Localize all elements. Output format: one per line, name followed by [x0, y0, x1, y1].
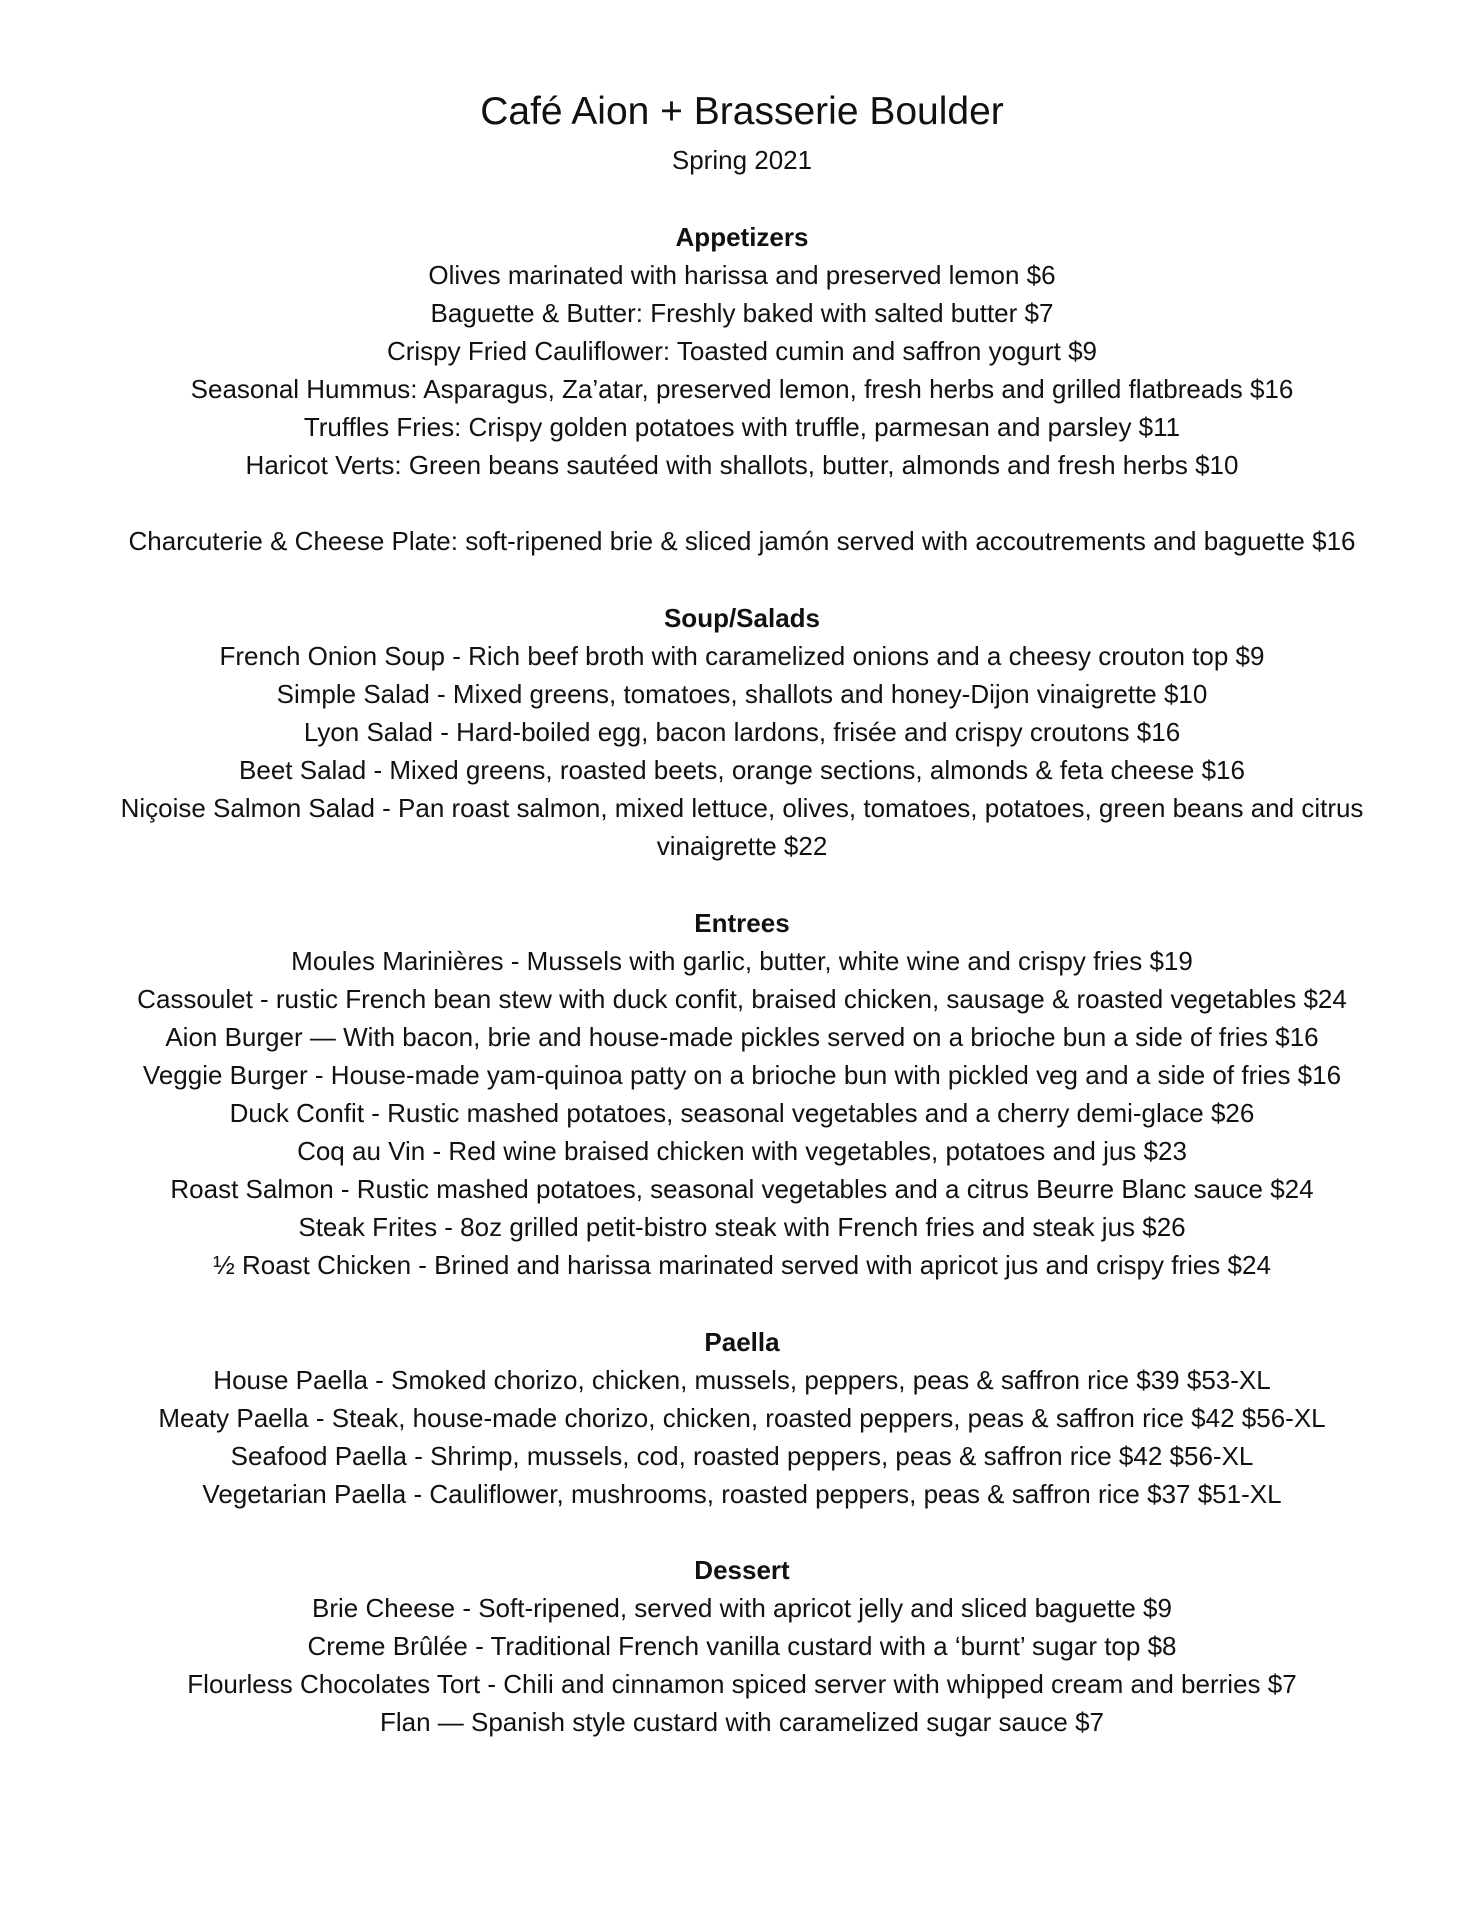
menu-item: Niçoise Salmon Salad - Pan roast salmon, mixed lettuce, olives, tomatoes, potatoes, green beans and citrus vinaigrette $22: [120, 793, 1364, 861]
menu-item: Flan — Spanish style custard with caramelized sugar sauce $7: [379, 1707, 1104, 1737]
menu-item: Brie Cheese - Soft-ripened, served with apricot jelly and sliced baguette $9: [312, 1593, 1172, 1623]
menu-item: French Onion Soup - Rich beef broth with caramelized onions and a cheesy crouton top $9: [219, 641, 1265, 671]
menu-item: Roast Salmon - Rustic mashed potatoes, seasonal vegetables and a citrus Beurre Blanc sauce $24: [170, 1174, 1314, 1204]
menu-item: Coq au Vin - Red wine braised chicken with vegetables, potatoes and jus $23: [297, 1136, 1187, 1166]
paella-heading: Paella: [704, 1327, 780, 1357]
appetizers-section: [70, 218, 1414, 560]
menu-item: Duck Confit - Rustic mashed potatoes, seasonal vegetables and a cherry demi-glace $26: [229, 1098, 1255, 1128]
soups-salads-heading: Soup/Salads: [663, 603, 821, 633]
soups-salads-section: [70, 599, 1414, 865]
entrees-heading: Entrees: [694, 908, 790, 938]
menu-item: Haricot Verts: Green beans sautéed with shallots, butter, almonds and fresh herbs $10: [245, 450, 1239, 480]
menu-item: Cassoulet - rustic French bean stew with duck confit, braised chicken, sausage & roasted vegetables $24: [137, 984, 1347, 1014]
menu-item: Seasonal Hummus: Asparagus, Za’atar, preserved lemon, fresh herbs and grilled flatbreads $16: [190, 374, 1294, 404]
menu-item: Lyon Salad - Hard-boiled egg, bacon lardons, frisée and crispy croutons $16: [303, 717, 1181, 747]
menu-item: Beet Salad - Mixed greens, roasted beets, orange sections, almonds & feta cheese $16: [239, 755, 1245, 785]
appetizers-heading: Appetizers: [675, 222, 809, 252]
menu-item: Simple Salad - Mixed greens, tomatoes, shallots and honey-Dijon vinaigrette $10: [276, 679, 1208, 709]
menu-item: Truffles Fries: Crispy golden potatoes with truffle, parmesan and parsley $11: [303, 412, 1181, 442]
menu-item: Moules Marinières - Mussels with garlic, butter, white wine and crispy fries $19: [291, 946, 1193, 976]
menu-item: Vegetarian Paella - Cauliflower, mushrooms, roasted peppers, peas & saffron rice $37 $51-XL: [202, 1479, 1282, 1509]
charcuterie-item: Charcuterie & Cheese Plate: soft-ripened brie & sliced jamón served with accoutrements and baguette $16: [128, 526, 1356, 556]
menu-item: Seafood Paella - Shrimp, mussels, cod, roasted peppers, peas & saffron rice $42 $56-XL: [230, 1441, 1254, 1471]
entrees-section: [70, 904, 1414, 1284]
spacer: [70, 484, 1414, 522]
menu-item: Olives marinated with harissa and preserved lemon $6: [428, 260, 1056, 290]
menu-item: Creme Brûlée - Traditional French vanilla custard with a ‘burnt’ sugar top $8: [307, 1631, 1177, 1661]
restaurant-title: Café Aion + Brasserie Boulder: [480, 90, 1004, 133]
paella-section: [70, 1323, 1414, 1513]
menu-season: Spring 2021: [671, 145, 813, 175]
menu-item: Veggie Burger - House-made yam-quinoa patty on a brioche bun with pickled veg and a side of fries $16: [142, 1060, 1342, 1090]
menu-item: Aion Burger — With bacon, brie and house-made pickles served on a brioche bun a side of fries $16: [165, 1022, 1319, 1052]
menu-item: Meaty Paella - Steak, house-made chorizo, chicken, roasted peppers, peas & saffron rice $42 $56-XL: [158, 1403, 1326, 1433]
menu-item: Steak Frites - 8oz grilled petit-bistro steak with French fries and steak jus $26: [298, 1212, 1186, 1242]
menu-item: House Paella - Smoked chorizo, chicken, mussels, peppers, peas & saffron rice $39 $53-XL: [213, 1365, 1271, 1395]
dessert-section: [70, 1551, 1414, 1741]
menu-item: Crispy Fried Cauliflower: Toasted cumin and saffron yogurt $9: [386, 336, 1098, 366]
menu-item: Baguette & Butter: Freshly baked with salted butter $7: [430, 298, 1054, 328]
menu-item: Flourless Chocolates Tort - Chili and cinnamon spiced server with whipped cream and berries $7: [187, 1669, 1297, 1699]
menu-item: ½ Roast Chicken - Brined and harissa marinated served with apricot jus and crispy fries $24: [213, 1250, 1271, 1280]
dessert-heading: Dessert: [694, 1555, 790, 1585]
